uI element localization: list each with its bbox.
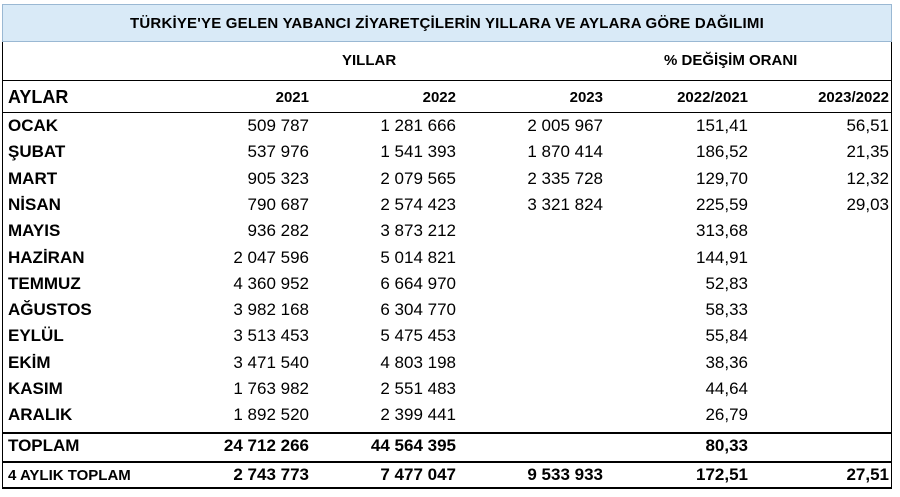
change-2022-2021: 55,84 (705, 326, 748, 345)
col-header-change-2023-2022: 2023/2022 (818, 89, 889, 106)
value-2023: 3 321 824 (527, 195, 603, 214)
value-2021: 3 471 540 (233, 353, 309, 372)
col-header-2023: 2023 (569, 89, 603, 106)
value-2021: 509 787 (247, 116, 309, 135)
value-2022: 2 399 441 (380, 405, 456, 424)
col-header-2022: 2022 (422, 89, 456, 106)
value-2023: 2 335 728 (527, 169, 603, 188)
month-label: KASIM (8, 379, 63, 398)
total-change-2022-2021: 80,33 (705, 436, 748, 455)
month-label: ARALIK (8, 405, 73, 424)
change-2022-2021: 225,59 (696, 195, 748, 214)
table-row (2, 353, 892, 375)
change-2023-2022: 21,35 (846, 142, 889, 161)
month-label: EKİM (8, 353, 51, 372)
change-2023-2022: 56,51 (846, 116, 889, 135)
table-row (2, 116, 892, 138)
month-label: ŞUBAT (8, 142, 66, 161)
value-2022: 1 281 666 (380, 116, 456, 135)
four-month-total-2021: 2 743 773 (233, 465, 309, 484)
change-2022-2021: 52,83 (705, 274, 748, 293)
value-2021: 790 687 (247, 195, 309, 214)
divider (2, 432, 892, 434)
total-row (2, 436, 892, 458)
col-header-months: AYLAR (8, 87, 69, 107)
four-month-total-2023: 9 533 933 (527, 465, 603, 484)
four-month-total-change-2022-2021: 172,51 (696, 465, 748, 484)
month-label: AĞUSTOS (8, 300, 92, 319)
col-header-2021: 2021 (275, 89, 309, 106)
divider (2, 112, 892, 113)
month-label: NİSAN (8, 195, 61, 214)
value-2023: 2 005 967 (527, 116, 603, 135)
value-2021: 537 976 (247, 142, 309, 161)
value-2022: 3 873 212 (380, 221, 456, 240)
value-2022: 2 079 565 (380, 169, 456, 188)
value-2022: 5 014 821 (380, 248, 456, 267)
table-row (2, 274, 892, 296)
month-label: OCAK (8, 116, 59, 135)
value-2022: 5 475 453 (380, 326, 456, 345)
value-2021: 905 323 (247, 169, 309, 188)
value-2023: 1 870 414 (527, 142, 603, 161)
total-label: TOPLAM (8, 436, 80, 455)
change-2022-2021: 44,64 (705, 379, 748, 398)
column-header-row (2, 87, 892, 109)
table-title: TÜRKİYE'YE GELEN YABANCI ZİYARETÇİLERİN YILLARA VE AYLARA GÖRE DAĞILIMI (2, 4, 892, 42)
value-2022: 6 664 970 (380, 274, 456, 293)
change-2022-2021: 151,41 (696, 116, 748, 135)
table-row (2, 195, 892, 217)
month-label: TEMMUZ (8, 274, 81, 293)
group-header-row (2, 52, 892, 72)
change-group-header: % DEĞİŞİM ORANI (664, 52, 798, 69)
value-2021: 1 763 982 (233, 379, 309, 398)
month-label: EYLÜL (8, 326, 64, 345)
table-row (2, 221, 892, 243)
change-2022-2021: 38,36 (705, 353, 748, 372)
value-2022: 6 304 770 (380, 300, 456, 319)
change-2023-2022: 12,32 (846, 169, 889, 188)
value-2022: 1 541 393 (380, 142, 456, 161)
total-2022: 44 564 395 (370, 436, 456, 455)
years-group-header: YILLAR (342, 52, 397, 69)
table-row (2, 300, 892, 322)
table-row (2, 169, 892, 191)
value-2021: 3 513 453 (233, 326, 309, 345)
month-label: HAZİRAN (8, 248, 85, 267)
col-header-change-2022-2021: 2022/2021 (677, 89, 748, 106)
change-2022-2021: 129,70 (696, 169, 748, 188)
month-label: MART (8, 169, 58, 188)
change-2022-2021: 26,79 (705, 405, 748, 424)
table-row (2, 142, 892, 164)
divider (2, 461, 892, 463)
value-2022: 4 803 198 (380, 353, 456, 372)
change-2022-2021: 313,68 (696, 221, 748, 240)
change-2022-2021: 186,52 (696, 142, 748, 161)
four-month-total-2022: 7 477 047 (380, 465, 456, 484)
value-2021: 936 282 (247, 221, 309, 240)
value-2022: 2 574 423 (380, 195, 456, 214)
value-2021: 4 360 952 (233, 274, 309, 293)
value-2021: 1 892 520 (233, 405, 309, 424)
value-2021: 2 047 596 (233, 248, 309, 267)
value-2022: 2 551 483 (380, 379, 456, 398)
change-2023-2022: 29,03 (846, 195, 889, 214)
table-row (2, 379, 892, 401)
table-row (2, 405, 892, 427)
change-2022-2021: 144,91 (696, 248, 748, 267)
change-2022-2021: 58,33 (705, 300, 748, 319)
four-month-total-row (2, 465, 892, 487)
table-row (2, 326, 892, 348)
table-row (2, 248, 892, 270)
four-month-total-change-2023-2022: 27,51 (846, 465, 889, 484)
total-2021: 24 712 266 (223, 436, 309, 455)
divider (2, 80, 892, 81)
four-month-total-label: 4 AYLIK TOPLAM (8, 467, 131, 484)
value-2021: 3 982 168 (233, 300, 309, 319)
month-label: MAYIS (8, 221, 61, 240)
